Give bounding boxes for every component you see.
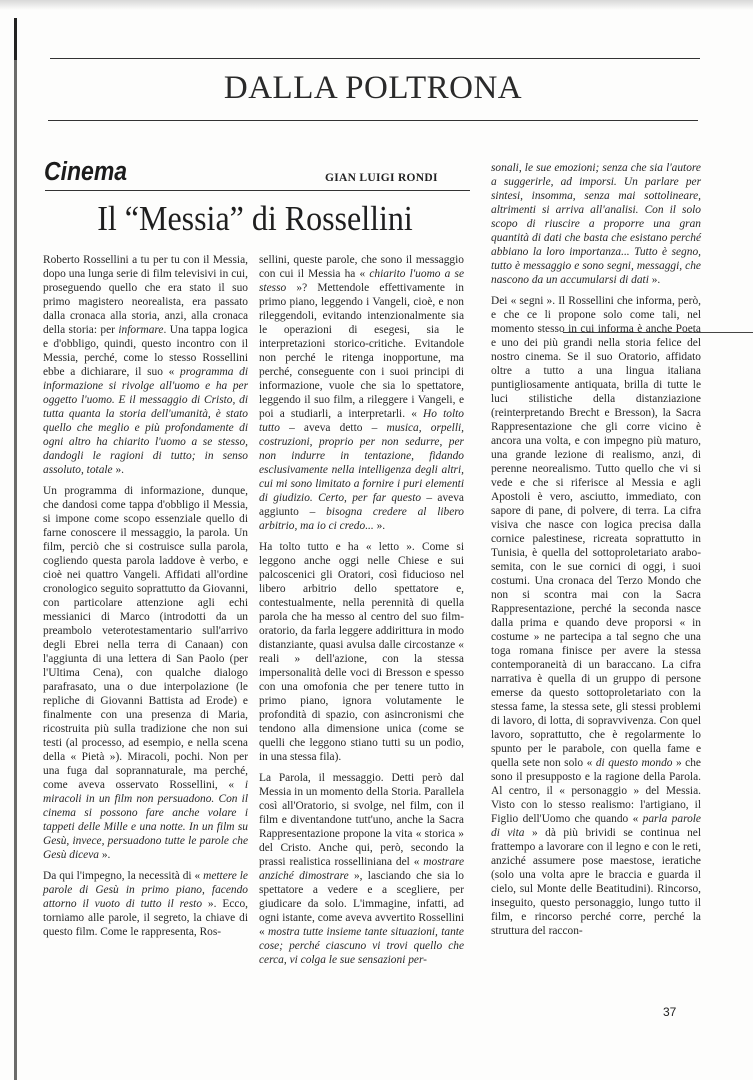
binding-mark <box>14 18 25 60</box>
italic-quote: bisogna credere al libero arbitrio, ma io ci credo... <box>259 506 464 532</box>
article-paragraph <box>259 540 464 764</box>
article-paragraph <box>43 253 248 477</box>
text-run: – aveva detto – <box>279 422 387 434</box>
section-title: DALLA POLTRONA <box>223 70 523 106</box>
italic-quote: Ho tolto tutto <box>259 408 464 434</box>
text-run: . Una tappa logica e d'obbligo, quindi, questo incontro con il Messia, perché, come lo stesso Rossellini ebbe a dichiarare, il suo « <box>43 324 248 378</box>
text-run: Roberto Rossellini a tu per tu con il Messia, dopo una lunga serie di film televisivi in cui, proseguendo quello che era stato il suo primo magistero neorealista, era passato dalla cronaca alla storia, anzi, alla cronaca della storia: per <box>43 254 248 336</box>
italic-quote: musica, orpelli, costruzioni, proprio per non sedurre, per non indurre in tentazione, fidando esclusivamente nella intelligenza degli altri, cui mi sono limitato a fornire i puri elementi di giudizio. Certo, per far questo <box>259 422 464 504</box>
text-run: sellini, queste parole, che sono il messaggio con cui il Messia ha « <box>259 254 464 280</box>
page-number: 37 <box>663 1005 677 1019</box>
text-run: ». <box>373 520 386 532</box>
article-paragraph <box>491 161 701 287</box>
italic-quote: mostrare anziché dimostrare <box>259 856 464 882</box>
italic-quote: informare <box>118 324 164 336</box>
article-headline: Il “Messia” di Rossellini <box>97 198 413 238</box>
author-byline: GIAN LUIGI RONDI <box>325 172 438 184</box>
article-paragraph <box>259 771 464 967</box>
text-run: » dà più brividi se continua nel frattempo a lavorare con il legno e con le reti, anziché assumere pose maestose, ieratiche (solo una volta apre le braccia e guarda il cielo, sul Monte delle Beatitudini). Rincorso, inseguito, questo personaggio, lungo tutto il film, e rincorso perché corre, perché la struttura del raccon- <box>491 827 701 937</box>
rubric-label: Cinema <box>44 156 128 186</box>
text-run: ». Ecco, torniamo alle parole, il segreto, la chiave di questo film. Come le rappresenta, Ros- <box>43 898 248 938</box>
italic-quote: mostra tutte insieme tante situazioni, tante cose; perché ciascuno vi trovi quello che cerca, vi colga le sue sensazioni per- <box>259 926 464 966</box>
text-run: – aveva aggiunto – <box>259 492 464 518</box>
text-run: ». <box>648 274 661 286</box>
byline-rule <box>45 190 470 191</box>
text-run: », lasciando che sia lo spettatore a vedere e a scegliere, per giudicare da solo. L'immagine, infatti, ad ogni istante, come aveva avvertito Rossellini « <box>259 870 465 938</box>
text-run: Da qui l'impegno, la necessità di « <box>43 870 204 882</box>
article-column-1 <box>43 253 248 946</box>
italic-quote: parla parole di vita <box>491 813 701 839</box>
italic-quote: mettere le parole di Gesù in primo piano, facendo attorno il vuoto di tutto il resto <box>43 870 248 910</box>
text-run: ». <box>98 849 111 861</box>
italic-quote: di questo mondo <box>595 757 673 769</box>
binding-edge <box>14 18 17 1080</box>
article-paragraph <box>43 869 248 939</box>
text-run: »? Mettendole effettivamente in primo piano, leggendo i Vangeli, cioè, e non rileggendoli, evitando intenzionalmente sia le operazioni di esegesi, sia le interpretazioni storico-critiche. Evitandole non perché le ritenga inopportune, ma perché, conseguente con i suoi principi di informazione, vuole che sia lo spettatore, leggendo il suo film, a rileggere i Vangeli, e poi a studiarli, a interpretarli. « <box>259 282 464 420</box>
text-run: ». <box>112 464 125 476</box>
article-paragraph <box>43 484 248 862</box>
text-run: Ha tolto tutto e ha « letto ». Come si leggono anche oggi nelle Chiese e sui palcoscenici gli Oratori, così fiducioso nel libero arbitrio dello spettatore e, contestualmente, nella perennità di quella parola che ha messo al centro del suo film-oratorio, da farla leggere addirittura in modo distanziante, quasi avulsa dalle circostanze « reali » dell'azione, con la stessa impersonalità delle voci di Bresson e spesso con una omofonia che per tenere tutto in primo piano, ignora volutamente le profondità di spazio, con asincronismi che tendono alla dimensione unica (come se quelli che leggono stiano tutti su un podio, in una stessa fila). <box>259 541 464 763</box>
header-rule-bottom <box>48 120 698 121</box>
text-run: » che sono il presupposto e la ragione della Parola. Al centro, il « personaggio » del Messia. Visto con lo stesso realismo: l'artigiano, il Figlio dell'Uomo che quando « <box>491 757 701 825</box>
italic-quote: i miracoli in un film non persuadono. Con il cinema si possono fare anche volare i tappeti delle Mille e una notte. In un film su Gesù, invece, persuadono tutte le parole che Gesù diceva <box>43 779 248 861</box>
article-paragraph <box>491 294 701 938</box>
text-run: Dei « segni ». Il Rossellini che informa, però, e che ce li propone solo come tali, nel momento stesso in cui informa è anche Poeta e uno dei più grandi nella storia felice del nostro cinema. Se il suo Oratorio, affidato oltre a tutto a una lingua italiana puntigliosamente antiquata, brilla di tutte le luci stilistiche della distanziazione (reinterpretando Brecht e Bresson), la Sacra Rappresentazione che gli corre vicino è ancora una volta, e con impegno più maturo, una grande lezione di realismo, anzi, di perenne neorealismo. Tutto quello che vi si vede e che si riferisce al Messia e agli Apostoli è vero, asciutto, immediato, con sapore di pane, di polvere, di terra. La cifra visiva che nasce con logica precisa dalla cornice palestinese, ricreata soprattutto in Tunisia, è quella del sottoproletariato arabo-semita, con le sue cornici di oggi, i suoi costumi. Una cronaca del Terzo Mondo che non si scontra mai con la Sacra Rappresentazione, perché la seconda nasce dalla prima e quando deve proporsi « in costume » ne partecipa a tal segno che una toga romana finisce per avere la stessa contemporaneità di un baraccano. La cifra narrativa è quella di un gruppo di persone emerse da questo sottoproletariato con la stessa fame, la stessa sete, gli stessi problemi di lavoro, di lotta, di sopravvivenza. Con quel lavoro, soprattutto, che è regolarmente lo spunto per le parabole, con quella fame e quella sete non solo « <box>491 295 701 769</box>
italic-quote: programma di informazione si rivolge all'uomo e ha per oggetto l'uomo. E il messaggio di Cristo, di tutta quanta la storia dell'umanità, è stato quello che meglio e più profondamente di ogni altro ha chiarito l'uomo a se stesso, dandogli le ragioni di tutto; in senso assoluto, totale <box>43 366 248 476</box>
scan-stray-line <box>563 332 753 333</box>
italic-quote: chiarito l'uomo a se stesso <box>259 268 464 294</box>
article-column-3 <box>491 161 701 945</box>
text-run: La Parola, il messaggio. Detti però dal Messia in un momento della Storia. Parallela così all'Oratorio, si svolge, nel film, con il film e diventandone tutt'uno, anche la Sacra Rappresentazione propone la vita « storica » del Cristo. Anche qui, però, secondo la prassi realistica rosselliniana del « <box>259 772 464 868</box>
text-run: Un programma di informazione, dunque, che dandosi come tappa d'obbligo il Messia, si impone come scopo essenziale quello di farne conoscere il messaggio, la parola. Un film, perciò che si costruisce sulla parola, cogliendo questa parola laddove è verbo, e cioè nei quattro Vangeli. Affidati all'ordine cronologico seguito soprattutto da Giovanni, con particolare attenzione agli echi messianici di Marco (introdotti da un preambolo veterotestamentario sull'arrivo degli Ebrei nella terra di Canaan) con l'aggiunta di una lettera di San Paolo (per l'Ultima Cena), con qualche dialogo parafrasato, una o due interpolazione (le repliche di Giovanni Battista ad Erode) e finalmente con una presenza di Maria, ricostruita più sulla tradizione che non sui testi (al processo, ad esempio, e nella scena della « Pietà »). Miracoli, pochi. Non per una fuga dal soprannaturale, ma perché, come aveva osservato Rossellini, « <box>43 485 248 791</box>
scan-top-shadow <box>0 0 753 10</box>
italic-quote: sonali, le sue emozioni; senza che sia l'autore a suggerirle, ad imporsi. Un parlare per sintesi, insomma, senza mai sottolineare, altrimenti si arriva all'analisi. Con il solo scopo di riuscire a proporre una gran quantità di dati che basta che esistano perché abbiano la loro importanza... Tutto è segno, tutto è messaggio e sono segni, messaggi, che nascono da un accumularsi di dati <box>491 162 701 286</box>
article-column-2 <box>259 253 464 974</box>
header-rule-top <box>50 58 700 59</box>
article-paragraph <box>259 253 464 533</box>
